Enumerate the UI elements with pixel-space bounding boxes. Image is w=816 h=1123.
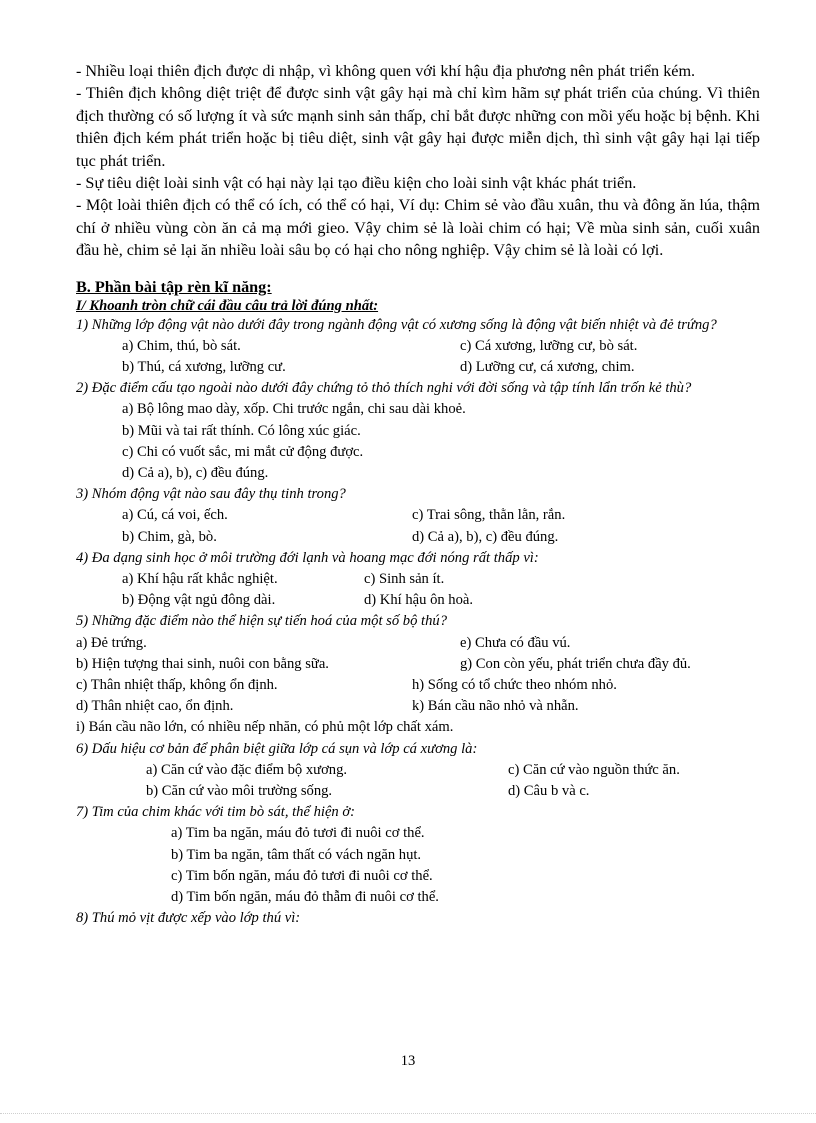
option-6c: c) Căn cứ vào nguồn thức ăn. <box>508 761 680 778</box>
option-7b: b) Tim ba ngăn, tâm thất có vách ngăn hụt. <box>171 846 422 863</box>
option-2a: a) Bộ lông mao dày, xốp. Chi trước ngắn, chi sau dài khoẻ. <box>122 401 466 418</box>
option-7c: c) Tim bốn ngăn, máu đỏ tươi đi nuôi cơ thể. <box>171 867 433 884</box>
question-4: 4) Đa dạng sinh học ở môi trường đới lạnh và hoang mạc đới nóng rất thấp vì: <box>76 549 539 566</box>
question-6: 6) Dấu hiệu cơ bản để phân biệt giữa lớp cá sụn và lớp cá xương là: <box>76 740 478 757</box>
footer-divider <box>0 1113 816 1114</box>
option-3b: b) Chim, gà, bò. <box>122 528 217 545</box>
question-8: 8) Thú mỏ vịt được xếp vào lớp thú vì: <box>76 910 301 927</box>
option-2b: b) Mũi và tai rất thính. Có lông xúc giác. <box>122 422 361 439</box>
option-1a: a) Chim, thú, bò sát. <box>122 337 241 354</box>
paragraph: - Sự tiêu diệt loài sinh vật có hại này lại tạo điều kiện cho loài sinh vật khác phát triển. <box>76 174 637 193</box>
option-1d: d) Lưỡng cư, cá xương, chim. <box>460 359 635 376</box>
options-row <box>76 505 760 526</box>
options-row <box>76 569 760 590</box>
option-4a: a) Khí hậu rất khắc nghiệt. <box>122 571 278 588</box>
option-6d: d) Câu b và c. <box>508 782 590 799</box>
option-7a: a) Tim ba ngăn, máu đỏ tươi đi nuôi cơ thể. <box>171 825 425 842</box>
options-row <box>76 336 760 357</box>
question-1: 1) Những lớp động vật nào dưới đây trong ngành động vật có xương sống là động vật biến nhiệt và đẻ trứng? <box>76 316 717 333</box>
options-row <box>76 590 760 611</box>
option-3a: a) Cú, cá voi, ếch. <box>122 507 228 524</box>
option-5i: i) Bán cầu não lớn, có nhiều nếp nhăn, có phủ một lớp chất xám. <box>76 719 454 736</box>
option-3c: c) Trai sông, thằn lằn, rắn. <box>412 507 566 524</box>
section-title: B. Phần bài tập rèn kĩ năng: <box>76 277 272 296</box>
option-5h: h) Sống có tổ chức theo nhóm nhỏ. <box>412 676 617 693</box>
option-5a: a) Đẻ trứng. <box>76 634 147 651</box>
option-2d: d) Cả a), b), c) đều đúng. <box>122 465 269 482</box>
options-row <box>76 633 760 654</box>
paragraph: - Một loài thiên địch có thể có ích, có thể có hại, Ví dụ: Chim sẻ vào đầu xuân, thu và đông ăn lúa, thậm chí ở nhiều vùng còn ăn cả mạ mới gieo. Vậy chim sẻ là loài chim có hại; Về mùa sinh sản, cuối xuân đầu hè, chim sẻ lại ăn nhiều loài sâu bọ có hại cho nông nghiệp. Vậy chim sẻ là loài có lợi. <box>76 196 760 260</box>
option-2c: c) Chi có vuốt sắc, mi mắt cử động được. <box>122 443 364 460</box>
paragraph: - Nhiều loại thiên địch được di nhập, vì không quen với khí hậu địa phương nên phát triển kém. <box>76 62 696 80</box>
question-7: 7) Tim của chim khác với tim bò sát, thể hiện ở: <box>76 804 356 821</box>
option-4d: d) Khí hậu ôn hoà. <box>364 592 474 609</box>
options-row <box>76 760 760 781</box>
options-row <box>76 527 760 548</box>
options-row <box>76 675 760 696</box>
option-5g: g) Con còn yếu, phát triển chưa đầy đủ. <box>460 655 691 672</box>
options-row <box>76 781 760 802</box>
options-row <box>76 357 760 378</box>
question-5: 5) Những đặc điểm nào thể hiện sự tiến hoá của một số bộ thú? <box>76 613 447 630</box>
page-number: 13 <box>400 1053 416 1069</box>
paragraph: - Thiên địch không diệt triệt để được sinh vật gây hại mà chỉ kìm hãm sự phát triển của chúng. Vì thiên địch thường có số lượng ít và sức mạnh sinh sản thấp, chỉ bắt được những con mồi yếu hoặc bị bệnh. Khi thiên địch kém phát triển hoặc bị tiêu diệt, sinh vật gây hại được miễn dịch, thì sinh vật gây hại lại tiếp tục phát triển. <box>76 84 760 170</box>
question-2: 2) Đặc điểm cấu tạo ngoài nào dưới đây chứng tỏ thỏ thích nghi với đời sống và tập tính lẩn trốn kẻ thù? <box>76 380 692 397</box>
options-row <box>76 696 760 717</box>
option-1c: c) Cá xương, lưỡng cư, bò sát. <box>460 337 638 354</box>
option-5b: b) Hiện tượng thai sinh, nuôi con bằng sữa. <box>76 655 329 672</box>
option-3d: d) Cả a), b), c) đều đúng. <box>412 528 559 545</box>
subsection-title: I/ Khoanh tròn chữ cái đầu câu trả lời đúng nhất: <box>76 297 379 314</box>
options-row <box>76 654 760 675</box>
option-5e: e) Chưa có đầu vú. <box>460 634 571 651</box>
document-page <box>76 60 760 929</box>
question-3: 3) Nhóm động vật nào sau đây thụ tinh trong? <box>76 486 346 503</box>
option-5k: k) Bán cầu não nhỏ và nhẵn. <box>412 698 579 715</box>
option-4b: b) Động vật ngủ đông dài. <box>122 592 276 609</box>
option-1b: b) Thú, cá xương, lưỡng cư. <box>122 359 286 376</box>
option-5c: c) Thân nhiệt thấp, không ổn định. <box>76 676 278 693</box>
option-6a: a) Căn cứ vào đặc điểm bộ xương. <box>146 761 348 778</box>
option-7d: d) Tim bốn ngăn, máu đỏ thẫm đi nuôi cơ thể. <box>171 888 439 905</box>
option-6b: b) Căn cứ vào môi trường sống. <box>146 782 333 799</box>
option-4c: c) Sinh sản ít. <box>364 571 445 588</box>
option-5d: d) Thân nhiệt cao, ổn định. <box>76 698 234 715</box>
